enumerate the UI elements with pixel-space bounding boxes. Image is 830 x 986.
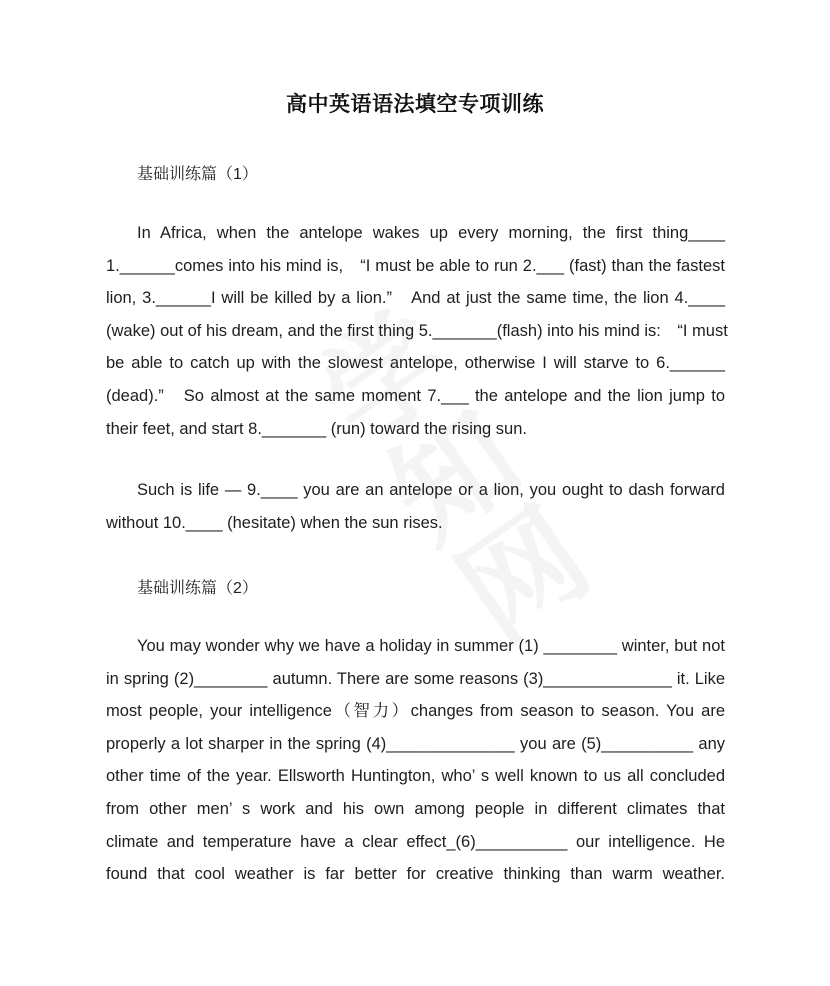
paragraph-1 — [106, 217, 728, 445]
text-line: climate and temperature have a clear effect_(6)__________ our intelligence. He — [106, 832, 725, 851]
text-line: found that cool weather is far better for creative thinking than warm weather. — [106, 865, 725, 884]
text-line: Such is life — 9.____ you are an antelope or a lion, you ought to dash forward — [137, 481, 725, 499]
text-line: their feet, and start 8._______ (run) toward the rising sun. — [106, 419, 527, 438]
paragraph-2 — [106, 474, 725, 539]
text-line: (dead).” So almost at the same moment 7.___ the antelope and the lion jump to — [106, 386, 725, 405]
text-line: lion, 3.______I will be killed by a lion.” And at just the same time, the lion 4.____ — [106, 289, 725, 308]
text-line: most people, your intelligence（智力）changes from season to season. You are — [106, 702, 725, 721]
text-line: other time of the year. Ellsworth Huntington, who’ s well known to us all concluded — [106, 767, 725, 786]
section-heading-1: 基础训练篇（1） — [137, 166, 258, 183]
text-line: from other men’ s work and his own among people in different climates that — [106, 799, 725, 818]
paragraph-3 — [106, 630, 725, 891]
text-line: In Africa, when the antelope wakes up every morning, the first thing____ — [137, 224, 725, 242]
text-line: be able to catch up with the slowest antelope, otherwise I will starve to 6.______ — [106, 354, 725, 373]
text-line: without 10.____ (hesitate) when the sun rises. — [106, 513, 443, 532]
text-line: 1.______comes into his mind is, “I must be able to run 2.___ (fast) than the fastest — [106, 256, 725, 275]
text-line: properly a lot sharper in the spring (4)______________ you are (5)__________ any — [106, 734, 725, 753]
text-line: (wake) out of his dream, and the first thing 5._______(flash) into his mind is: “I must — [106, 321, 728, 340]
text-line: in spring (2)________ autumn. There are some reasons (3)______________ it. Like — [106, 669, 725, 688]
section-heading-2: 基础训练篇（2） — [137, 580, 258, 597]
text-line: You may wonder why we have a holiday in summer (1) ________ winter, but not — [137, 637, 725, 655]
document-title: 高中英语语法填空专项训练 — [286, 93, 544, 116]
